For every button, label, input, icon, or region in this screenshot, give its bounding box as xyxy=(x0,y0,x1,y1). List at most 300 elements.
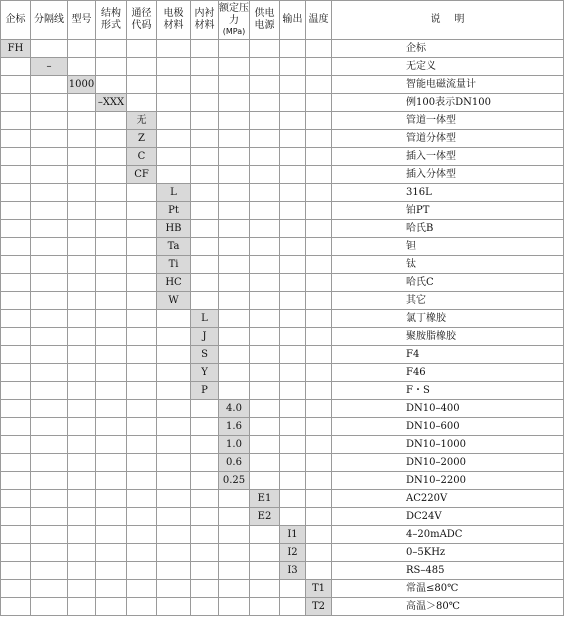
empty-cell xyxy=(31,76,68,94)
empty-cell xyxy=(127,418,157,436)
empty-cell xyxy=(280,58,306,76)
empty-cell xyxy=(191,544,219,562)
column-header xyxy=(191,1,219,40)
empty-cell xyxy=(250,328,280,346)
table-row xyxy=(1,238,564,256)
empty-cell xyxy=(157,58,191,76)
empty-cell xyxy=(250,274,280,292)
empty-cell xyxy=(306,418,332,436)
empty-cell xyxy=(96,76,127,94)
empty-cell xyxy=(1,310,31,328)
table-row xyxy=(1,364,564,382)
description-cell: DN10–2000 xyxy=(332,454,564,472)
description-cell: 氯丁橡胶 xyxy=(332,310,564,328)
empty-cell xyxy=(127,508,157,526)
table-row xyxy=(1,148,564,166)
empty-cell xyxy=(31,112,68,130)
empty-cell xyxy=(31,490,68,508)
empty-cell xyxy=(280,328,306,346)
empty-cell xyxy=(306,40,332,58)
empty-cell xyxy=(306,544,332,562)
empty-cell xyxy=(306,256,332,274)
table-row xyxy=(1,346,564,364)
empty-cell xyxy=(157,148,191,166)
empty-cell xyxy=(250,418,280,436)
table-row xyxy=(1,598,564,616)
empty-cell xyxy=(280,76,306,94)
empty-cell xyxy=(96,130,127,148)
empty-cell xyxy=(127,328,157,346)
empty-cell xyxy=(219,76,250,94)
empty-cell xyxy=(127,238,157,256)
option-code-cell: –XXX xyxy=(96,94,127,112)
empty-cell xyxy=(68,562,96,580)
empty-cell xyxy=(191,58,219,76)
empty-cell xyxy=(96,220,127,238)
description-cell: 其它 xyxy=(332,292,564,310)
empty-cell xyxy=(68,256,96,274)
empty-cell xyxy=(68,544,96,562)
column-header-line: 结构 xyxy=(101,8,121,19)
empty-cell xyxy=(68,310,96,328)
empty-cell xyxy=(68,400,96,418)
empty-cell xyxy=(96,274,127,292)
empty-cell xyxy=(127,184,157,202)
empty-cell xyxy=(219,58,250,76)
empty-cell xyxy=(68,220,96,238)
option-code-cell: FH xyxy=(1,40,31,58)
table-row xyxy=(1,310,564,328)
description-cell: F・S xyxy=(332,382,564,400)
empty-cell xyxy=(1,220,31,238)
empty-cell xyxy=(306,328,332,346)
empty-cell xyxy=(219,562,250,580)
empty-cell xyxy=(191,508,219,526)
empty-cell xyxy=(1,274,31,292)
column-header-line: 内衬 xyxy=(194,8,215,19)
empty-cell xyxy=(191,148,219,166)
empty-cell xyxy=(219,94,250,112)
empty-cell xyxy=(1,562,31,580)
column-header-line: 额定压 xyxy=(219,3,249,14)
table-row xyxy=(1,436,564,454)
empty-cell xyxy=(306,364,332,382)
empty-cell xyxy=(306,202,332,220)
option-code-cell: C xyxy=(127,148,157,166)
table-row xyxy=(1,400,564,418)
empty-cell xyxy=(219,292,250,310)
empty-cell xyxy=(157,598,191,616)
empty-cell xyxy=(250,94,280,112)
empty-cell xyxy=(96,148,127,166)
empty-cell xyxy=(306,400,332,418)
table-row xyxy=(1,112,564,130)
option-code-cell: P xyxy=(191,382,219,400)
empty-cell xyxy=(157,418,191,436)
empty-cell xyxy=(280,94,306,112)
empty-cell xyxy=(250,166,280,184)
empty-cell xyxy=(68,274,96,292)
empty-cell xyxy=(219,508,250,526)
empty-cell xyxy=(280,256,306,274)
option-code-cell: Ti xyxy=(157,256,191,274)
empty-cell xyxy=(96,382,127,400)
empty-cell xyxy=(191,40,219,58)
empty-cell xyxy=(96,454,127,472)
empty-cell xyxy=(250,310,280,328)
empty-cell xyxy=(31,256,68,274)
empty-cell xyxy=(250,238,280,256)
empty-cell xyxy=(68,292,96,310)
column-header xyxy=(219,1,250,40)
empty-cell xyxy=(219,382,250,400)
empty-cell xyxy=(31,220,68,238)
empty-cell xyxy=(68,508,96,526)
description-cell: 企标 xyxy=(332,40,564,58)
empty-cell xyxy=(219,490,250,508)
description-cell: F46 xyxy=(332,364,564,382)
empty-cell xyxy=(31,472,68,490)
empty-cell xyxy=(1,166,31,184)
option-code-cell: 4.0 xyxy=(219,400,250,418)
empty-cell xyxy=(306,292,332,310)
empty-cell xyxy=(1,598,31,616)
description-cell: F4 xyxy=(332,346,564,364)
empty-cell xyxy=(1,490,31,508)
table-row xyxy=(1,328,564,346)
empty-cell xyxy=(280,400,306,418)
option-code-cell: L xyxy=(191,310,219,328)
empty-cell xyxy=(31,202,68,220)
empty-cell xyxy=(68,184,96,202)
empty-cell xyxy=(31,526,68,544)
empty-cell xyxy=(127,598,157,616)
empty-cell xyxy=(1,94,31,112)
empty-cell xyxy=(280,508,306,526)
empty-cell xyxy=(1,436,31,454)
empty-cell xyxy=(127,526,157,544)
empty-cell xyxy=(1,58,31,76)
empty-cell xyxy=(306,454,332,472)
empty-cell xyxy=(191,580,219,598)
table-body xyxy=(1,40,564,616)
table-row xyxy=(1,40,564,58)
empty-cell xyxy=(31,328,68,346)
column-header-line: 温度 xyxy=(308,14,329,25)
empty-cell xyxy=(219,274,250,292)
column-header-line: 输出 xyxy=(282,14,303,25)
description-cell: 插入一体型 xyxy=(332,148,564,166)
empty-cell xyxy=(31,364,68,382)
column-header-line: 材料 xyxy=(194,20,215,31)
empty-cell xyxy=(191,418,219,436)
empty-cell xyxy=(96,40,127,58)
empty-cell xyxy=(1,418,31,436)
empty-cell xyxy=(219,346,250,364)
column-header xyxy=(68,1,96,40)
empty-cell xyxy=(127,472,157,490)
empty-cell xyxy=(1,76,31,94)
empty-cell xyxy=(157,166,191,184)
description-cell: DN10–1000 xyxy=(332,436,564,454)
column-header-line: 材料 xyxy=(163,20,184,31)
empty-cell xyxy=(31,274,68,292)
empty-cell xyxy=(31,400,68,418)
empty-cell xyxy=(1,148,31,166)
empty-cell xyxy=(1,328,31,346)
column-header-line: 电极 xyxy=(163,8,184,19)
column-header-line: 型号 xyxy=(71,14,92,25)
column-header xyxy=(127,1,157,40)
empty-cell xyxy=(1,364,31,382)
empty-cell xyxy=(280,346,306,364)
option-code-cell: I1 xyxy=(280,526,306,544)
option-code-cell: CF xyxy=(127,166,157,184)
empty-cell xyxy=(219,40,250,58)
option-code-cell: J xyxy=(191,328,219,346)
empty-cell xyxy=(250,76,280,94)
description-cell: 0–5KHz xyxy=(332,544,564,562)
empty-cell xyxy=(219,310,250,328)
empty-cell xyxy=(96,400,127,418)
empty-cell xyxy=(280,184,306,202)
empty-cell xyxy=(68,130,96,148)
empty-cell xyxy=(127,58,157,76)
empty-cell xyxy=(68,436,96,454)
empty-cell xyxy=(68,166,96,184)
description-cell: DN10–600 xyxy=(332,418,564,436)
empty-cell xyxy=(1,472,31,490)
empty-cell xyxy=(250,202,280,220)
empty-cell xyxy=(280,382,306,400)
empty-cell xyxy=(1,526,31,544)
empty-cell xyxy=(127,202,157,220)
empty-cell xyxy=(96,328,127,346)
table-row xyxy=(1,526,564,544)
table-row xyxy=(1,490,564,508)
empty-cell xyxy=(191,526,219,544)
empty-cell xyxy=(31,418,68,436)
empty-cell xyxy=(219,238,250,256)
empty-cell xyxy=(157,112,191,130)
empty-cell xyxy=(280,202,306,220)
column-header-line: 分隔线 xyxy=(34,14,64,25)
empty-cell xyxy=(96,310,127,328)
empty-cell xyxy=(306,112,332,130)
empty-cell xyxy=(250,526,280,544)
empty-cell xyxy=(31,598,68,616)
empty-cell xyxy=(306,220,332,238)
empty-cell xyxy=(219,256,250,274)
empty-cell xyxy=(31,436,68,454)
empty-cell xyxy=(68,58,96,76)
table-row xyxy=(1,562,564,580)
empty-cell xyxy=(219,598,250,616)
empty-cell xyxy=(280,418,306,436)
column-header xyxy=(31,1,68,40)
empty-cell xyxy=(280,292,306,310)
option-code-cell: 1.0 xyxy=(219,436,250,454)
empty-cell xyxy=(31,94,68,112)
empty-cell xyxy=(96,598,127,616)
table-row xyxy=(1,166,564,184)
empty-cell xyxy=(31,184,68,202)
empty-cell xyxy=(306,490,332,508)
table-row xyxy=(1,202,564,220)
empty-cell xyxy=(280,490,306,508)
empty-cell xyxy=(250,472,280,490)
table-row xyxy=(1,184,564,202)
table-row xyxy=(1,418,564,436)
empty-cell xyxy=(157,130,191,148)
empty-cell xyxy=(250,184,280,202)
empty-cell xyxy=(306,310,332,328)
empty-cell xyxy=(306,562,332,580)
empty-cell xyxy=(280,40,306,58)
empty-cell xyxy=(31,454,68,472)
empty-cell xyxy=(127,292,157,310)
empty-cell xyxy=(68,418,96,436)
empty-cell xyxy=(306,274,332,292)
empty-cell xyxy=(280,220,306,238)
empty-cell xyxy=(96,544,127,562)
empty-cell xyxy=(219,544,250,562)
option-code-cell: – xyxy=(31,58,68,76)
empty-cell xyxy=(219,202,250,220)
empty-cell xyxy=(219,166,250,184)
empty-cell xyxy=(191,130,219,148)
empty-cell xyxy=(250,112,280,130)
empty-cell xyxy=(127,382,157,400)
empty-cell xyxy=(96,202,127,220)
empty-cell xyxy=(219,130,250,148)
empty-cell xyxy=(1,400,31,418)
option-code-cell: 1000 xyxy=(68,76,96,94)
column-header-line: 说明 xyxy=(430,14,479,25)
option-code-cell: HB xyxy=(157,220,191,238)
empty-cell xyxy=(96,562,127,580)
empty-cell xyxy=(1,184,31,202)
empty-cell xyxy=(31,580,68,598)
empty-cell xyxy=(157,490,191,508)
empty-cell xyxy=(157,436,191,454)
column-header-line: 代码 xyxy=(131,20,152,31)
empty-cell xyxy=(96,508,127,526)
empty-cell xyxy=(68,328,96,346)
empty-cell xyxy=(157,40,191,58)
empty-cell xyxy=(191,202,219,220)
table-row xyxy=(1,274,564,292)
empty-cell xyxy=(157,310,191,328)
empty-cell xyxy=(96,346,127,364)
empty-cell xyxy=(1,454,31,472)
description-cell: 钛 xyxy=(332,256,564,274)
empty-cell xyxy=(157,472,191,490)
table-header xyxy=(1,1,564,40)
description-cell: 管道一体型 xyxy=(332,112,564,130)
empty-cell xyxy=(280,472,306,490)
empty-cell xyxy=(157,364,191,382)
empty-cell xyxy=(250,292,280,310)
empty-cell xyxy=(191,562,219,580)
empty-cell xyxy=(68,202,96,220)
empty-cell xyxy=(219,328,250,346)
option-code-cell: L xyxy=(157,184,191,202)
empty-cell xyxy=(219,112,250,130)
empty-cell xyxy=(157,346,191,364)
empty-cell xyxy=(96,526,127,544)
empty-cell xyxy=(31,562,68,580)
empty-cell xyxy=(157,400,191,418)
empty-cell xyxy=(127,40,157,58)
empty-cell xyxy=(306,346,332,364)
empty-cell xyxy=(219,526,250,544)
empty-cell xyxy=(31,382,68,400)
description-cell: 智能电磁流量计 xyxy=(332,76,564,94)
empty-cell xyxy=(127,562,157,580)
empty-cell xyxy=(280,112,306,130)
option-code-cell: I2 xyxy=(280,544,306,562)
empty-cell xyxy=(31,148,68,166)
empty-cell xyxy=(31,166,68,184)
empty-cell xyxy=(191,112,219,130)
column-header-line: 电源 xyxy=(254,20,275,31)
column-header-line: 力 xyxy=(229,15,239,26)
description-cell: 哈氏B xyxy=(332,220,564,238)
empty-cell xyxy=(96,418,127,436)
empty-cell xyxy=(219,148,250,166)
table-row xyxy=(1,76,564,94)
empty-cell xyxy=(157,76,191,94)
empty-cell xyxy=(1,508,31,526)
option-code-cell: Pt xyxy=(157,202,191,220)
empty-cell xyxy=(250,364,280,382)
empty-cell xyxy=(1,202,31,220)
option-code-cell: W xyxy=(157,292,191,310)
empty-cell xyxy=(127,400,157,418)
empty-cell xyxy=(280,454,306,472)
empty-cell xyxy=(280,148,306,166)
empty-cell xyxy=(280,274,306,292)
empty-cell xyxy=(127,346,157,364)
empty-cell xyxy=(306,436,332,454)
empty-cell xyxy=(68,238,96,256)
empty-cell xyxy=(31,310,68,328)
column-header xyxy=(1,1,31,40)
empty-cell xyxy=(96,184,127,202)
empty-cell xyxy=(96,256,127,274)
header-row xyxy=(1,1,564,40)
empty-cell xyxy=(250,58,280,76)
empty-cell xyxy=(68,526,96,544)
option-code-cell: 无 xyxy=(127,112,157,130)
empty-cell xyxy=(306,382,332,400)
empty-cell xyxy=(306,472,332,490)
empty-cell xyxy=(68,598,96,616)
empty-cell xyxy=(191,220,219,238)
column-header-line: 形式 xyxy=(101,20,121,31)
table-row xyxy=(1,130,564,148)
empty-cell xyxy=(157,454,191,472)
empty-cell xyxy=(306,238,332,256)
table-row xyxy=(1,58,564,76)
empty-cell xyxy=(1,346,31,364)
empty-cell xyxy=(191,166,219,184)
empty-cell xyxy=(219,220,250,238)
table-row xyxy=(1,580,564,598)
empty-cell xyxy=(157,544,191,562)
description-cell: 高温＞80℃ xyxy=(332,598,564,616)
